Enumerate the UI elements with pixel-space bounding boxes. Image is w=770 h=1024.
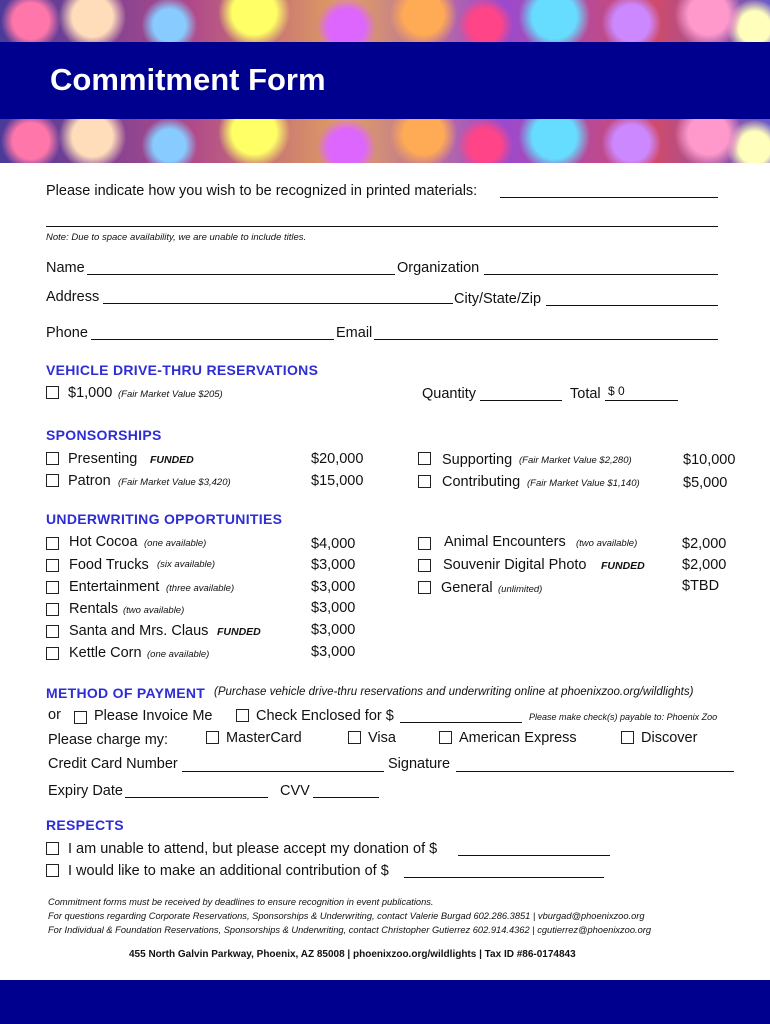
charge-label: Please charge my:: [48, 732, 169, 748]
underwriting-checkbox[interactable]: [46, 537, 59, 550]
additional-checkbox[interactable]: [46, 864, 59, 877]
underwriting-checkbox[interactable]: [46, 581, 59, 594]
underwriting-price: $3,000: [311, 557, 356, 573]
discover-label: Discover: [641, 730, 698, 746]
donation-label: I am unable to attend, but please accept my donation of $: [68, 841, 438, 857]
underwriting-label: Kettle Corn: [69, 645, 142, 661]
cvv-field[interactable]: [313, 797, 379, 798]
expiry-field[interactable]: [125, 797, 268, 798]
donation-field[interactable]: [458, 855, 610, 856]
presenting-funded: FUNDED: [150, 454, 194, 466]
underwriting-funded: FUNDED: [601, 560, 645, 572]
footer-bar: [0, 980, 770, 1024]
title-banner: [0, 42, 770, 119]
underwriting-label: Entertainment: [69, 579, 160, 595]
visa-checkbox[interactable]: [348, 731, 361, 744]
underwriting-label: Hot Cocoa: [69, 534, 138, 550]
city-state-zip-label: City/State/Zip: [454, 291, 542, 307]
underwriting-price: $2,000: [682, 536, 727, 552]
presenting-checkbox[interactable]: [46, 452, 59, 465]
check-label: Check Enclosed for $: [256, 708, 394, 724]
footer-individual-contact: For Individual & Foundation Reservations, Sponsorships & Underwriting, contact Christopher Gutierrez 602.914.4362 | cgutierrez@phoenixzoo.org: [48, 925, 652, 935]
organization-label: Organization: [397, 260, 480, 276]
contributing-fmv: (Fair Market Value $1,140): [527, 478, 640, 489]
underwriting-label: Santa and Mrs. Claus: [69, 623, 209, 639]
mastercard-label: MasterCard: [226, 730, 302, 746]
payment-heading: METHOD OF PAYMENT: [46, 685, 206, 701]
underwriting-price: $2,000: [682, 557, 727, 573]
underwriting-note: (one available): [144, 538, 207, 549]
underwriting-checkbox[interactable]: [46, 647, 59, 660]
underwriting-checkbox[interactable]: [46, 603, 59, 616]
underwriting-price: $3,000: [311, 600, 356, 616]
name-field[interactable]: [87, 274, 395, 275]
amex-checkbox[interactable]: [439, 731, 452, 744]
recognition-note: Note: Due to space availability, we are unable to include titles.: [46, 232, 307, 243]
total-value: $ 0: [608, 384, 625, 398]
total-field[interactable]: [605, 400, 678, 401]
phone-label: Phone: [46, 325, 88, 341]
additional-field[interactable]: [404, 877, 604, 878]
underwriting-price: $TBD: [682, 578, 720, 594]
vehicle-checkbox[interactable]: [46, 386, 59, 399]
supporting-price: $10,000: [683, 452, 736, 468]
underwriting-checkbox[interactable]: [46, 559, 59, 572]
vehicle-price: $1,000: [68, 385, 113, 401]
vehicle-fmv: (Fair Market Value $205): [118, 389, 223, 400]
phone-field[interactable]: [91, 339, 334, 340]
underwriting-checkbox[interactable]: [46, 625, 59, 638]
amex-label: American Express: [459, 730, 577, 746]
underwriting-funded: FUNDED: [217, 626, 261, 638]
underwriting-note: (two available): [123, 605, 185, 616]
recognition-field-1[interactable]: [500, 197, 718, 198]
header-photo-top: [0, 0, 770, 42]
email-field[interactable]: [374, 339, 718, 340]
mastercard-checkbox[interactable]: [206, 731, 219, 744]
contributing-label: Contributing: [442, 474, 521, 490]
card-number-field[interactable]: [182, 771, 384, 772]
supporting-fmv: (Fair Market Value $2,280): [519, 455, 632, 466]
invoice-label: Please Invoice Me: [94, 708, 213, 724]
visa-label: Visa: [368, 730, 396, 746]
donation-checkbox[interactable]: [46, 842, 59, 855]
recognition-field-2[interactable]: [46, 226, 718, 227]
sponsorships-heading: SPONSORSHIPS: [46, 427, 162, 443]
respects-heading: RESPECTS: [46, 817, 124, 833]
check-amount-field[interactable]: [400, 722, 522, 723]
footer-deadline: Commitment forms must be received by deadlines to ensure recognition in event publications.: [48, 897, 434, 907]
underwriting-note: (two available): [576, 538, 638, 549]
discover-checkbox[interactable]: [621, 731, 634, 744]
additional-label: I would like to make an additional contribution of $: [68, 863, 389, 879]
card-number-label: Credit Card Number: [48, 756, 178, 772]
underwriting-heading: UNDERWRITING OPPORTUNITIES: [46, 511, 283, 527]
address-field[interactable]: [103, 303, 453, 304]
city-state-zip-field[interactable]: [546, 305, 718, 306]
quantity-field[interactable]: [480, 400, 562, 401]
underwriting-checkbox[interactable]: [418, 537, 431, 550]
vehicle-heading: VEHICLE DRIVE-THRU RESERVATIONS: [46, 362, 319, 378]
signature-field[interactable]: [456, 771, 734, 772]
check-payable-note: Please make check(s) payable to: Phoenix Zoo: [529, 712, 718, 722]
supporting-checkbox[interactable]: [418, 452, 431, 465]
email-label: Email: [336, 325, 373, 341]
payment-online-note: (Purchase vehicle drive-thru reservations and underwriting online at phoenixzoo.org/wildlights): [214, 686, 694, 698]
underwriting-note: (one available): [147, 649, 210, 660]
expiry-label: Expiry Date: [48, 783, 123, 799]
underwriting-note: (unlimited): [498, 584, 543, 595]
underwriting-label: Animal Encounters: [444, 534, 566, 550]
patron-checkbox[interactable]: [46, 474, 59, 487]
underwriting-checkbox[interactable]: [418, 581, 431, 594]
underwriting-price: $3,000: [311, 622, 356, 638]
underwriting-checkbox[interactable]: [418, 559, 431, 572]
underwriting-price: $3,000: [311, 579, 356, 595]
underwriting-price: $3,000: [311, 644, 356, 660]
quantity-label: Quantity: [422, 386, 476, 402]
page-title: Commitment Form: [50, 62, 326, 97]
presenting-label: Presenting: [68, 451, 138, 467]
header-photo-bottom: [0, 119, 770, 163]
name-label: Name: [46, 260, 85, 276]
underwriting-note: (six available): [157, 559, 216, 570]
underwriting-label: Food Trucks: [69, 557, 149, 573]
patron-fmv: (Fair Market Value $3,420): [118, 477, 231, 488]
supporting-label: Supporting: [442, 452, 513, 468]
underwriting-price: $4,000: [311, 536, 356, 552]
footer-address: 455 North Galvin Parkway, Phoenix, AZ 85008 | phoenixzoo.org/wildlights | Tax ID #86-0174843: [129, 949, 576, 960]
cvv-label: CVV: [280, 783, 310, 799]
organization-field[interactable]: [484, 274, 718, 275]
underwriting-label: General: [441, 580, 493, 596]
total-label: Total: [570, 386, 601, 402]
patron-price: $15,000: [311, 473, 364, 489]
presenting-price: $20,000: [311, 451, 364, 467]
recognition-prompt: Please indicate how you wish to be recognized in printed materials:: [46, 183, 478, 199]
contributing-checkbox[interactable]: [418, 475, 431, 488]
footer-corporate-contact: For questions regarding Corporate Reservations, Sponsorships & Underwriting, contact Valerie Burgad 602.286.3851 | vburgad@phoenixzoo.org: [48, 911, 645, 921]
check-checkbox[interactable]: [236, 709, 249, 722]
underwriting-label: Souvenir Digital Photo: [443, 557, 587, 573]
underwriting-note: (three available): [166, 583, 235, 594]
patron-label: Patron: [68, 473, 111, 489]
signature-label: Signature: [388, 756, 451, 772]
or-label: or: [48, 707, 61, 723]
underwriting-label: Rentals: [69, 601, 119, 617]
invoice-checkbox[interactable]: [74, 711, 87, 724]
address-label: Address: [46, 289, 100, 305]
contributing-price: $5,000: [683, 475, 728, 491]
